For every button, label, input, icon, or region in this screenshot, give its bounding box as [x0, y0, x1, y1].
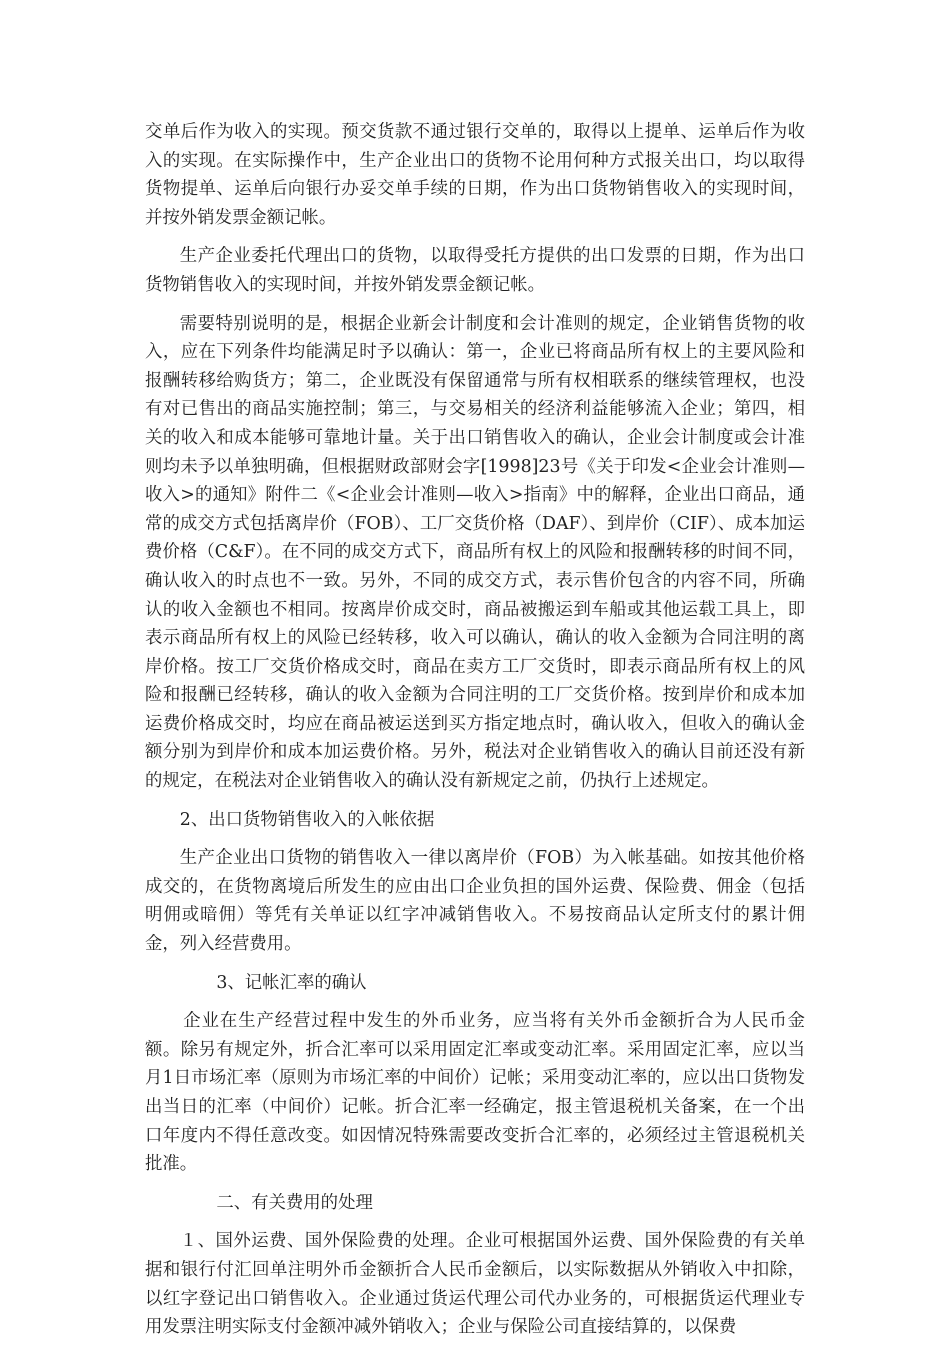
section-heading-booking-basis: 2、出口货物销售收入的入帐依据	[179, 809, 435, 830]
paragraph-income-realization-bank: 交单后作为收入的实现。预交货款不通过银行交单的，取得以上提单、运单后作为收入的实现。在实际操作中，生产企业出口的货物不论用何种方式报关出口，均以取得货物提单、运单后向银行办妥交单手续的日期，作为出口货物销售收入的实现时间，并按外销发票金额记帐。	[145, 122, 805, 228]
paragraph-freight-insurance: １、国外运费、国外保险费的处理。企业可根据国外运费、国外保险费的有关单据和银行付汇回单注明外币金额折合人民币金额后，以实际数据从外销收入中扣除，以红字登记出口销售收入。企业通过货运代理公司代办业务的，可根据货运代理业专用发票注明实际支付金额冲减外销收入；企业与保险公司直接结算的，以保费	[145, 1231, 805, 1338]
section-heading-expense-handling: 二、有关费用的处理	[216, 1192, 373, 1213]
paragraph-fob-basis: 生产企业出口货物的销售收入一律以离岸价（FOB）为入帐基础。如按其他价格成交的，在货物离境后所发生的应由出口企业负担的国外运费、保险费、佣金（包括明佣或暗佣）等凭有关单证以红字冲减销售收入。不易按商品认定所支付的累计佣金，列入经营费用。	[145, 848, 805, 955]
document-page	[145, 118, 805, 1352]
section-heading-exchange-rate: 3、记帐汇率的确认	[216, 972, 367, 993]
paragraph-revenue-recognition: 需要特别说明的是，根据企业新会计制度和会计准则的规定，企业销售货物的收入，应在下列条件均能满足时予以确认：第一，企业已将商品所有权上的主要风险和报酬转移给购货方；第二，企业既没有保留通常与所有权相联系的继续管理权，也没有对已售出的商品实施控制；第三，与交易相关的经济利益能够流入企业；第四，相关的收入和成本能够可靠地计量。关于出口销售收入的确认，企业会计制度或会计准则均未予以单独明确，但根据财政部财会字[1998]23号《关于印发<企业会计准则—收入>的通知》附件二《<企业会计准则—收入>指南》中的解释，企业出口商品，通常的成交方式包括离岸价（FOB）、工厂交货价格（DAF）、到岸价（CIF）、成本加运费价格（C&F）。在不同的成交方式下，商品所有权上的风险和报酬转移的时间不同，确认收入的时点也不一致。另外，不同的成交方式，表示售价包含的内容不同，所确认的收入金额也不相同。按离岸价成交时，商品被搬运到车船或其他运载工具上，即表示商品所有权上的风险已经转移，收入可以确认，确认的收入金额为合同注明的离岸价格。按工厂交货价格成交时，商品在卖方工厂交货时，即表示商品所有权上的风险和报酬已经转移，确认的收入金额为合同注明的工厂交货价格。按到岸价和成本加运费价格成交时，均应在商品被运送到买方指定地点时，确认收入，但收入的确认金额分别为到岸价和成本加运费价格。另外，税法对企业销售收入的确认目前还没有新的规定，在税法对企业销售收入的确认没有新规定之前，仍执行上述规定。	[145, 313, 805, 792]
paragraph-agency-export: 生产企业委托代理出口的货物，以取得受托方提供的出口发票的日期，作为出口货物销售收入的实现时间，并按外销发票金额记帐。	[145, 246, 805, 295]
paragraph-exchange-rate: 企业在生产经营过程中发生的外币业务，应当将有关外币金额折合为人民币金额。除另有规定外，折合汇率可以采用固定汇率或变动汇率。采用固定汇率，应以当月1日市场汇率（原则为市场汇率的中间价）记帐；采用变动汇率的，应以出口货物发出当日的汇率（中间价）记帐。折合汇率一经确定，报主管退税机关备案，在一个出口年度内不得任意改变。如因情况特殊需要改变折合汇率的，必须经过主管退税机关批准。	[145, 1011, 805, 1175]
